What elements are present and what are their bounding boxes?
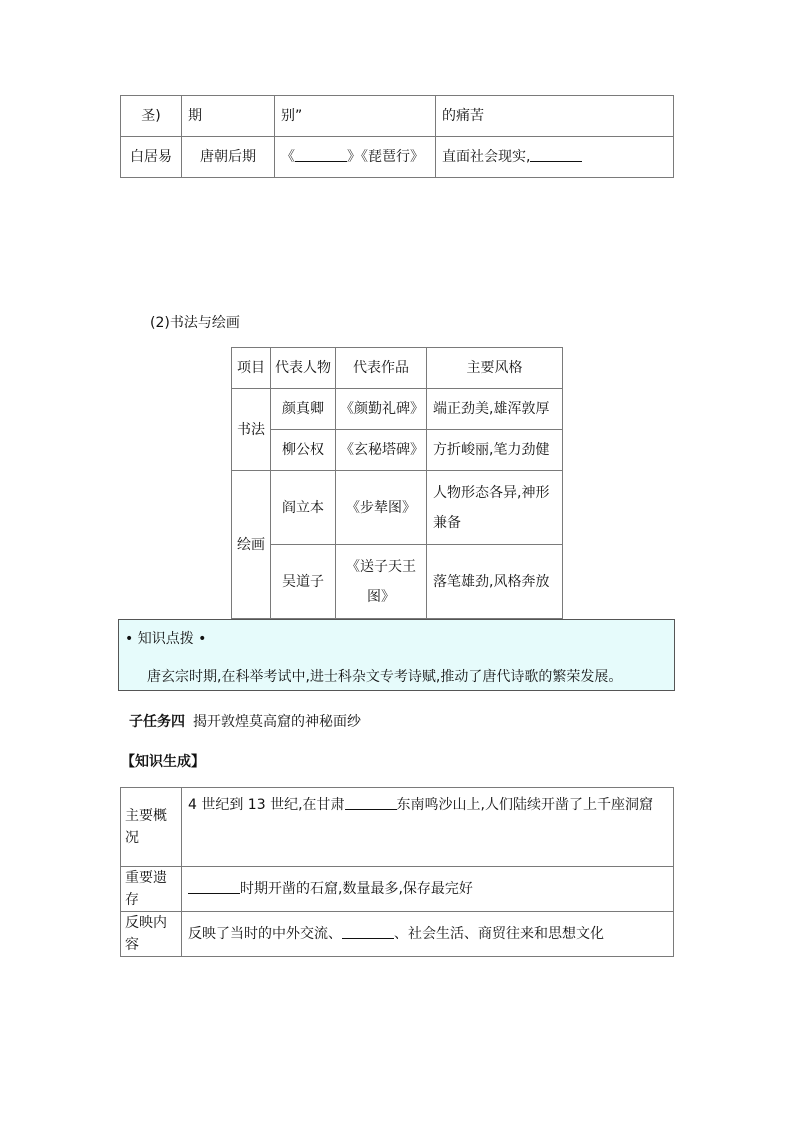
category-cell: 绘画 [232,471,271,619]
section-label: (2)书法与绘画 [150,315,240,331]
knowledge-generation-heading: 【知识生成】 [121,754,205,770]
fill-blank[interactable] [530,147,582,162]
overview-cell [182,788,674,867]
style-cell: 方折峻丽,笔力劲健 [427,430,563,471]
reflect-text-end: 、社会生活、商贸往来和思想文化 [394,926,604,942]
style-cell: 端正劲美,雄浑敦厚 [427,389,563,430]
reflect-text: 反映了当时的中外交流、 [188,926,342,942]
table-row [121,867,674,912]
tip-title: • 知识点拨 • [125,631,207,647]
overview-text: 4 世纪到 13 世纪,在甘肃 [188,797,345,813]
dunhuang-table [120,787,674,957]
work-cell: 《送子天王图》 [336,545,427,619]
tip-text: 唐玄宗时期,在科举考试中,进士科杂文专考诗赋,推动了唐代诗歌的繁荣发展。 [147,669,623,685]
table-row [121,788,674,867]
row-label: 重要遗存 [121,867,182,912]
work-title: 》《琵琶行》 [347,149,424,165]
legacy-cell [182,867,674,912]
subtask-heading [129,711,361,731]
work-cell: 《颜勤礼碑》 [336,389,427,430]
subtask-label: 子任务四 [129,714,185,730]
work-cell: 《玄秘塔碑》 [336,430,427,471]
style-cell: 人物形态各异,神形兼备 [427,471,563,545]
table-cell: 白居易 [121,137,182,178]
category-cell: 书法 [232,389,271,471]
row-label: 反映内容 [121,912,182,957]
person-cell: 吴道子 [271,545,336,619]
work-cell: 《步辇图》 [336,471,427,545]
header-cell: 主要风格 [427,348,563,389]
table-row [121,912,674,957]
reflect-cell [182,912,674,957]
table-row [121,137,674,178]
quote-open: 《 [281,149,295,165]
table-cell: 唐朝后期 [182,137,275,178]
table-row [232,389,563,430]
table-row [232,471,563,545]
style-text: 直面社会现实, [442,149,531,165]
overview-text-end: 东南鸣沙山上,人们陆续开凿了上千座洞窟 [396,797,653,813]
person-cell: 阎立本 [271,471,336,545]
baijuyi-works-cell [275,137,436,178]
table-cell: 期 [182,96,275,137]
header-cell: 代表作品 [336,348,427,389]
knowledge-tip-box [118,619,675,691]
fill-blank[interactable] [295,147,347,162]
header-cell: 代表人物 [271,348,336,389]
fill-blank[interactable] [188,879,240,894]
legacy-text: 时期开凿的石窟,数量最多,保存最完好 [240,881,473,897]
table-row [232,430,563,471]
table-header-row [232,348,563,389]
fill-blank[interactable] [345,795,397,810]
baijuyi-style-cell [436,137,674,178]
table-cell: 的痛苦 [436,96,674,137]
poets-table [120,95,674,178]
person-cell: 柳公权 [271,430,336,471]
subtask-title: 揭开敦煌莫高窟的神秘面纱 [193,714,361,730]
header-cell: 项目 [232,348,271,389]
table-cell: 别” [275,96,436,137]
table-row [121,96,674,137]
table-row [232,545,563,619]
fill-blank[interactable] [342,924,394,939]
table-cell: 圣) [121,96,182,137]
person-cell: 颜真卿 [271,389,336,430]
calligraphy-painting-table [231,347,563,619]
row-label: 主要概况 [121,788,182,867]
style-cell: 落笔雄劲,风格奔放 [427,545,563,619]
